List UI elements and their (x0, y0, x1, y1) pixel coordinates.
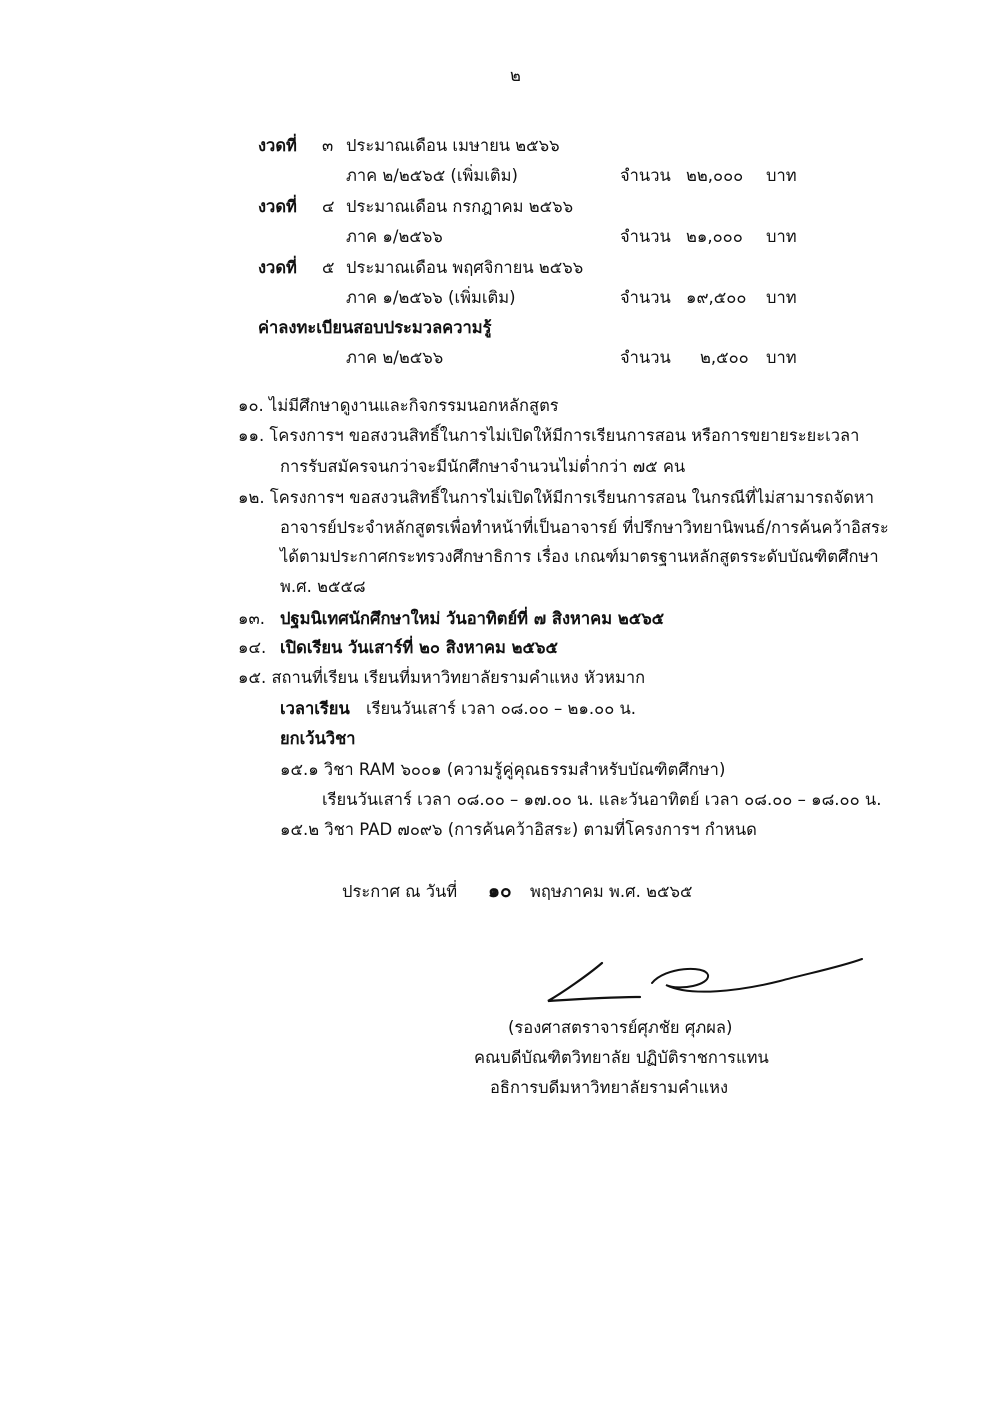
subitem-15-2: ๑๕.๒ วิชา PAD ๗๐๙๖ (การค้นคว้าอิสระ) ตามที่โครงการฯ กำหนด (280, 820, 757, 839)
installment-label: งวดที่ (258, 258, 297, 277)
item-11-line-2: การรับสมัครจนกว่าจะมีนักศึกษาจำนวนไม่ต่ำกว่า ๗๕ คน (280, 457, 686, 476)
amount-label: จำนวน (620, 348, 671, 367)
amount-label: จำนวน (620, 227, 671, 246)
subitem-15-1-time: เรียนวันเสาร์ เวลา ๐๘.๐๐ – ๑๗.๐๐ น. และวันอาทิตย์ เวลา ๐๘.๐๐ – ๑๘.๐๐ น. (322, 790, 882, 809)
amount-label: จำนวน (620, 288, 671, 307)
installment-term: ภาค ๑/๒๕๖๖ (เพิ่มเติม) (346, 288, 516, 307)
amount-value: ๒๑,๐๐๐ (686, 227, 743, 246)
subitem-15-1: ๑๕.๑ วิชา RAM ๖๐๐๑ (ความรู้คู่คุณธรรมสำหรับบัณฑิตศึกษา) (280, 760, 726, 779)
except-label: ยกเว้นวิชา (280, 729, 356, 748)
installment-period: ประมาณเดือน พฤศจิกายน ๒๕๖๖ (346, 258, 584, 277)
study-time-label: เวลาเรียน (280, 699, 350, 718)
installment-number: ๓ (322, 136, 334, 155)
item-12-line-1: ๑๒. โครงการฯ ขอสงวนสิทธิ์ในการไม่เปิดให้มีการเรียนการสอน ในกรณีที่ไม่สามารถจัดหา (238, 488, 875, 507)
installment-period: ประมาณเดือน กรกฎาคม ๒๕๖๖ (346, 197, 574, 216)
announce-prefix: ประกาศ ณ วันที่ (342, 882, 458, 901)
item-11-line-1: ๑๑. โครงการฯ ขอสงวนสิทธิ์ในการไม่เปิดให้มีการเรียนการสอน หรือการขยายระยะเวลา (238, 426, 860, 445)
item-15-location: ๑๕. สถานที่เรียน เรียนที่มหาวิทยาลัยรามคำแหง หัวหมาก (238, 668, 646, 687)
signer-on-behalf: อธิการบดีมหาวิทยาลัยรามคำแหง (490, 1078, 729, 1097)
amount-unit: บาท (766, 288, 797, 307)
item-13-text: ปฐมนิเทศนักศึกษาใหม่ วันอาทิตย์ที่ ๗ สิงหาคม ๒๕๖๕ (280, 609, 665, 628)
signature-image (540, 945, 870, 1015)
installment-period: ประมาณเดือน เมษายน ๒๕๖๖ (346, 136, 560, 155)
amount-label: จำนวน (620, 166, 671, 185)
amount-value: ๒๒,๐๐๐ (686, 166, 744, 185)
amount-unit: บาท (766, 348, 797, 367)
study-time-text: เรียนวันเสาร์ เวลา ๐๘.๐๐ – ๒๑.๐๐ น. (366, 699, 637, 718)
installment-label: งวดที่ (258, 136, 297, 155)
signer-position: คณบดีบัณฑิตวิทยาลัย ปฏิบัติราชการแทน (474, 1048, 769, 1067)
installment-label: งวดที่ (258, 197, 297, 216)
announce-day: ๑๐ (488, 880, 512, 902)
item-14-text: เปิดเรียน วันเสาร์ที่ ๒๐ สิงหาคม ๒๕๖๕ (280, 638, 558, 657)
item-12-line-4: พ.ศ. ๒๕๕๘ (280, 577, 366, 596)
exam-fee-title: ค่าลงทะเบียนสอบประมวลความรู้ (258, 318, 492, 337)
installment-term: ภาค ๒/๒๕๖๕ (เพิ่มเติม) (346, 166, 518, 185)
announce-rest: พฤษภาคม พ.ศ. ๒๕๖๕ (530, 882, 693, 901)
item-12-line-3: ได้ตามประกาศกระทรวงศึกษาธิการ เรื่อง เกณฑ์มาตรฐานหลักสูตรระดับบัณฑิตศึกษา (280, 547, 879, 566)
item-13-number: ๑๓. (238, 609, 265, 628)
signer-name: (รองศาสตราจารย์ศุภชัย ศุภผล) (508, 1018, 733, 1037)
amount-value: ๒,๕๐๐ (700, 348, 749, 367)
exam-fee-term: ภาค ๒/๒๕๖๖ (346, 348, 444, 367)
installment-number: ๕ (322, 258, 335, 277)
installment-number: ๔ (322, 197, 335, 216)
item-12-line-2: อาจารย์ประจำหลักสูตรเพื่อทำหน้าที่เป็นอาจารย์ ที่ปรึกษาวิทยานิพนธ์/การค้นคว้าอิสระ (280, 518, 889, 537)
page-number: ๒ (510, 66, 521, 85)
amount-value: ๑๙,๕๐๐ (686, 288, 747, 307)
item-10: ๑๐. ไม่มีศึกษาดูงานและกิจกรรมนอกหลักสูตร (238, 396, 559, 415)
amount-unit: บาท (766, 227, 797, 246)
item-14-number: ๑๔. (238, 638, 267, 657)
amount-unit: บาท (766, 166, 797, 185)
installment-term: ภาค ๑/๒๕๖๖ (346, 227, 443, 246)
